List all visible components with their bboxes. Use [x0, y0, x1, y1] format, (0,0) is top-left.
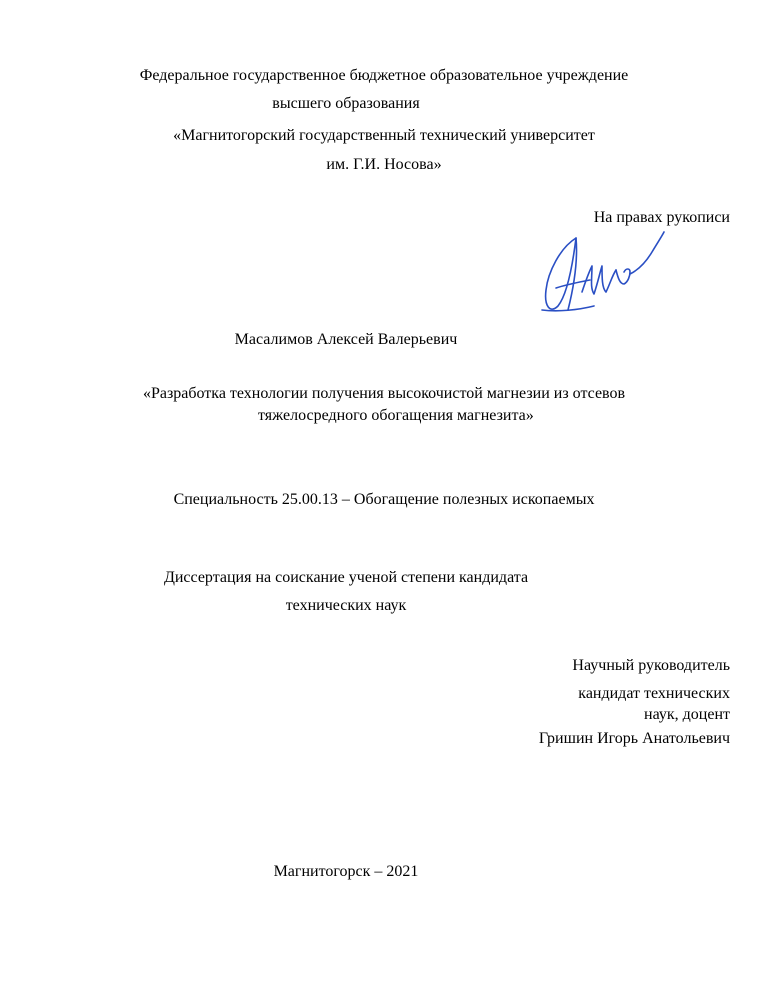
institution-line-2: высшего образования: [272, 95, 420, 112]
institution-line-3: «Магнитогорский государственный технический университет: [173, 127, 595, 144]
handwritten-signature-icon: [538, 226, 668, 322]
degree-line-1: Диссертация на соискание ученой степени кандидата: [163, 569, 529, 586]
thesis-title-line-1: «Разработка технологии получения высокочистой магнезии из отсевов: [142, 385, 626, 402]
institution-line-1: Федеральное государственное бюджетное образовательное учреждение: [139, 67, 629, 84]
city-year: Магнитогорск – 2021: [273, 863, 419, 880]
thesis-title-line-2: тяжелосредного обогащения магнезита»: [258, 407, 534, 424]
author-name: Масалимов Алексей Валерьевич: [234, 331, 458, 348]
supervisor-degree-line-1: кандидат технических: [578, 685, 730, 702]
specialty: Специальность 25.00.13 – Обогащение полезных ископаемых: [173, 491, 595, 508]
supervisor-degree-line-2: наук, доцент: [644, 706, 730, 723]
degree-line-2: технических наук: [285, 597, 407, 614]
supervisor-name: Гришин Игорь Анатольевич: [538, 730, 730, 747]
supervisor-role: Научный руководитель: [572, 657, 730, 674]
institution-line-4: им. Г.И. Носова»: [326, 156, 442, 173]
rights-note: На правах рукописи: [593, 209, 730, 226]
